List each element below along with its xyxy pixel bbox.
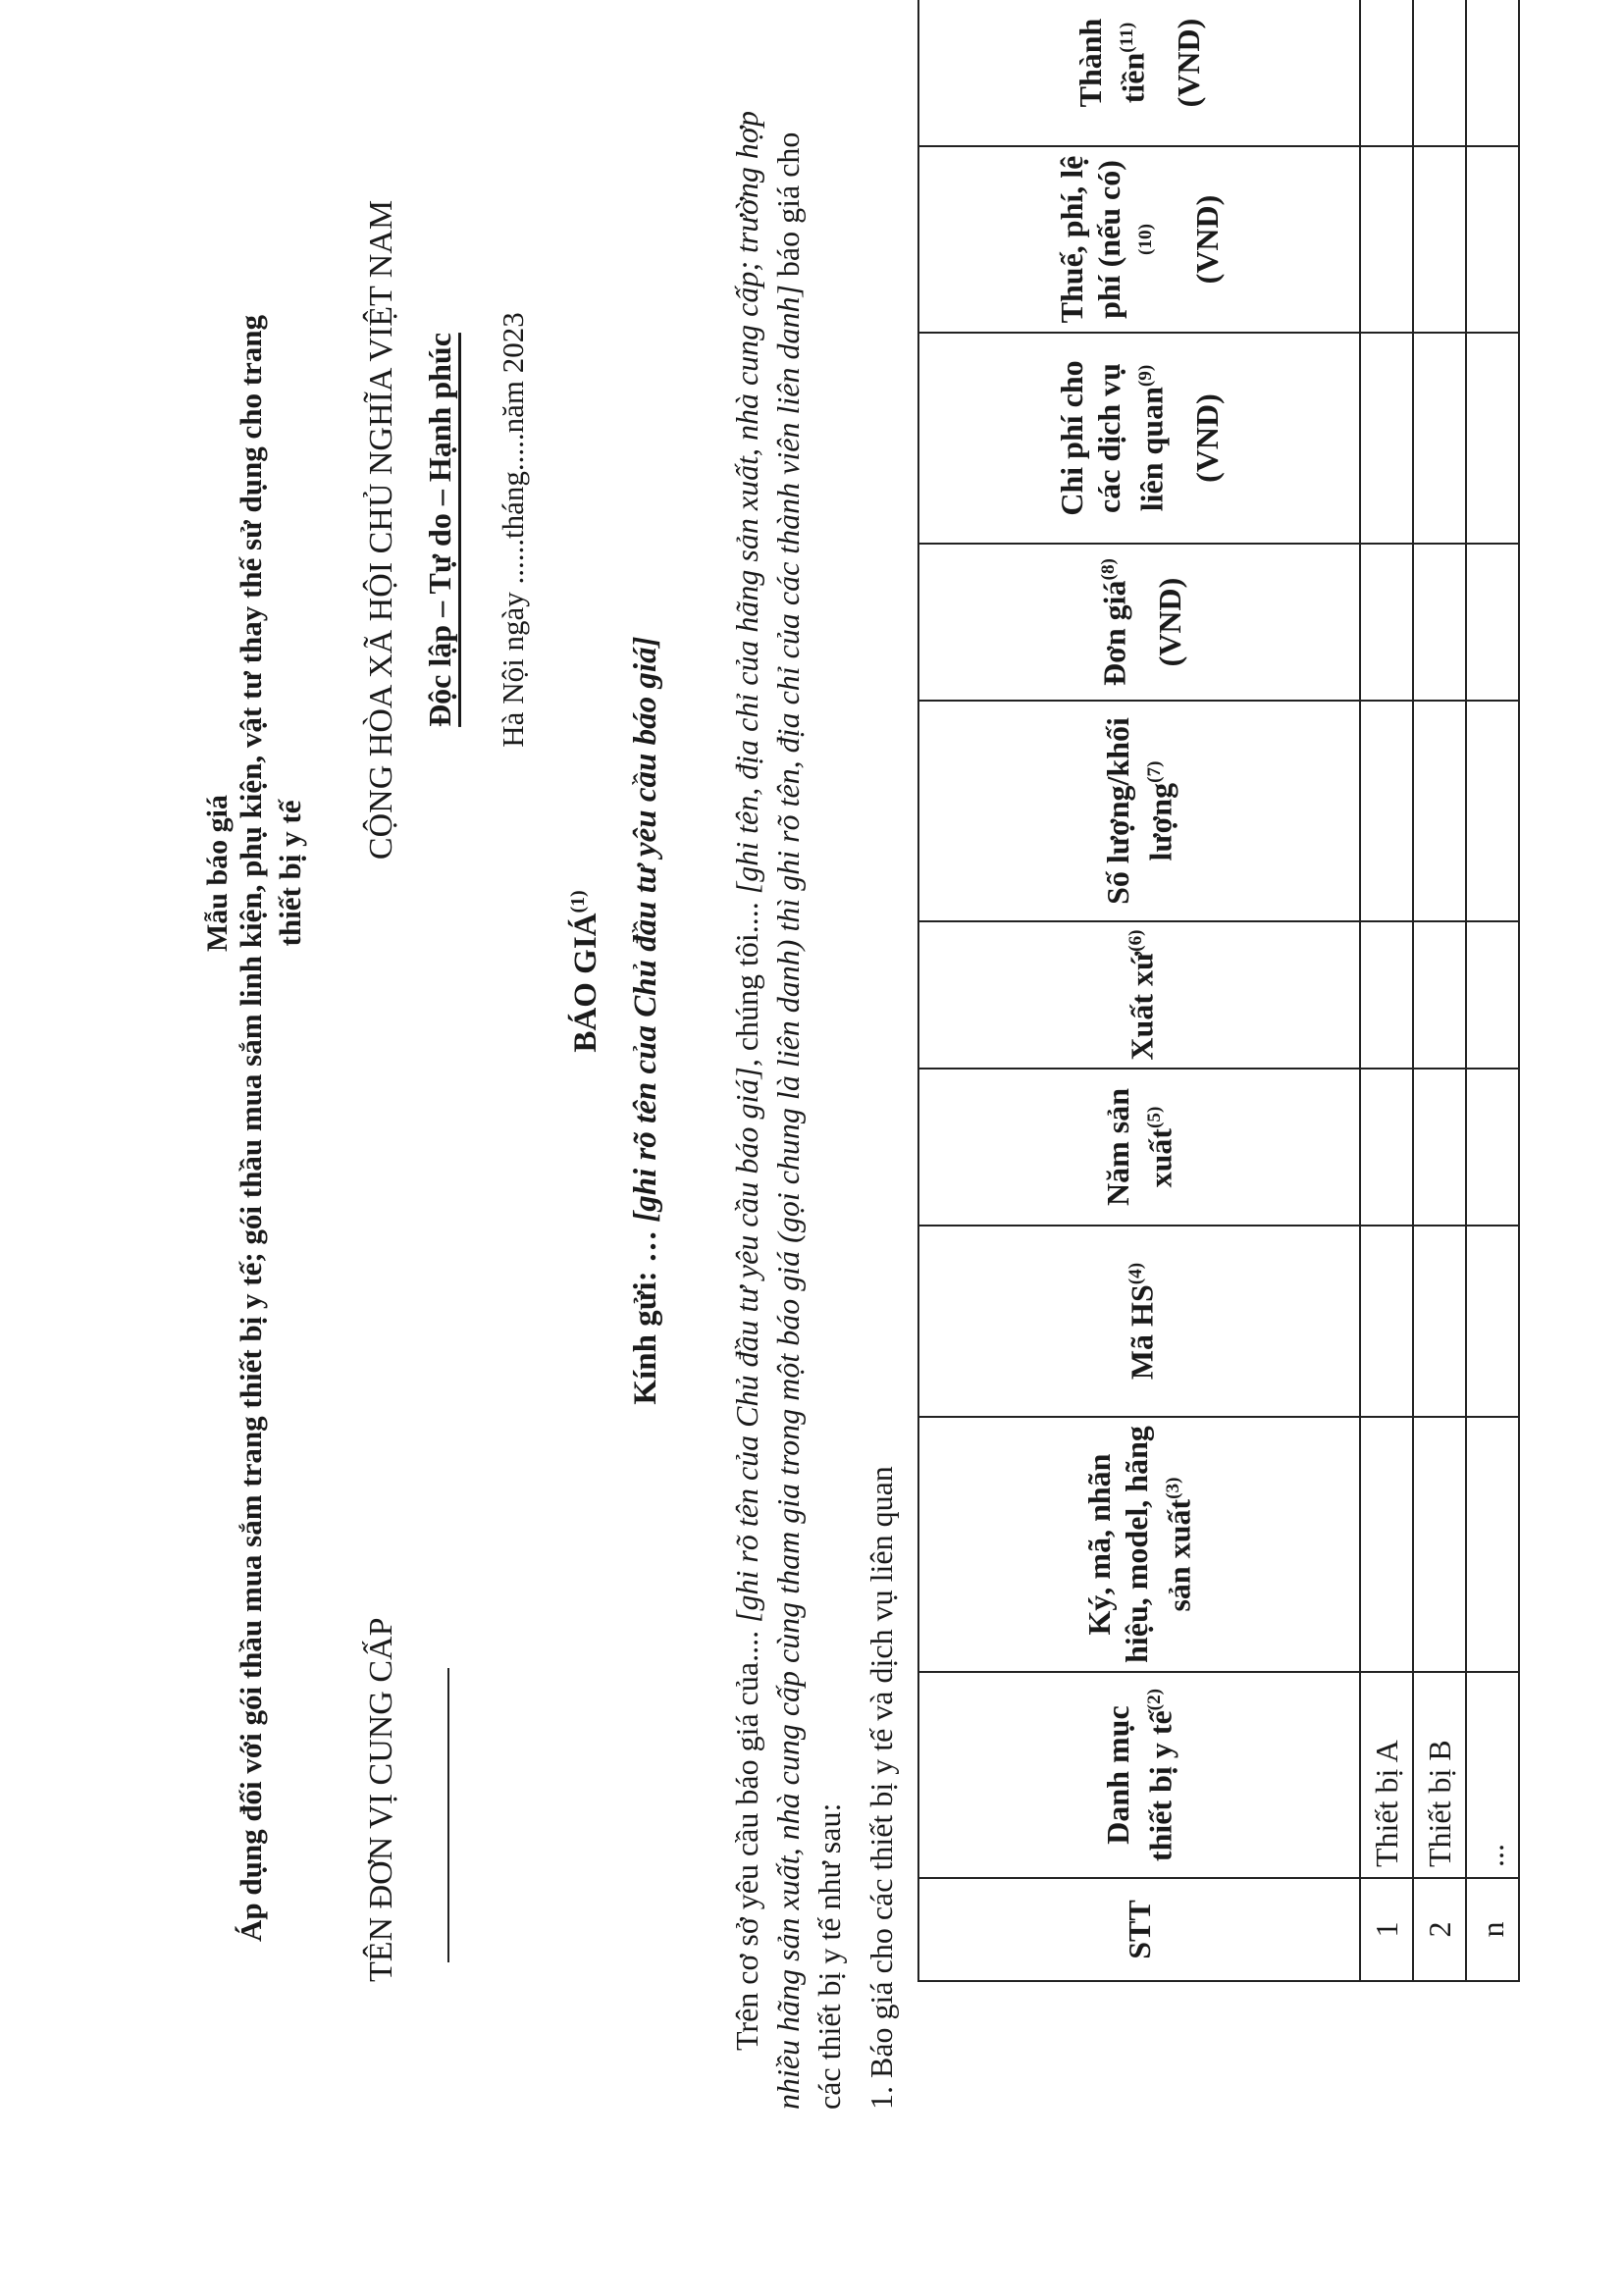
empty-cell [1360, 921, 1413, 1069]
quotation-table [917, 0, 1520, 1982]
empty-cell [1360, 333, 1413, 544]
header-cell: Danh mục thiết bị y tế$^{(2)}$ [918, 1672, 1360, 1878]
empty-cell [1413, 1069, 1466, 1226]
applies-to-line2: thiết bị y tế [273, 800, 307, 947]
greeting [628, 39, 664, 2002]
empty-cell [1360, 146, 1413, 333]
header-cell: Ký, mã, nhãn hiệu, model, hãng sản xuất$^{(3)}$ [918, 1417, 1360, 1672]
header-cell: STT [918, 1878, 1360, 1981]
empty-cell [1413, 1417, 1466, 1672]
header-cell: Chi phí cho các dịch vụ liên quan$^{(9)}$ (VND) [918, 333, 1360, 544]
applies-to-line1: Áp dụng đối với gói thầu mua sắm trang thiết bị y tế; gói thầu mua sắm linh kiện, phụ kiện, vật tư thay thế sử dụng cho trang [234, 314, 268, 1943]
empty-cell [1466, 0, 1519, 146]
header-cell: Thành tiền$^{(11)}$ (VND) [918, 0, 1360, 146]
table-header-row [918, 0, 1360, 1981]
header-cell: Thuế, phí, lệ phí (nếu có) $^{(10)}$ (VND) [918, 146, 1360, 333]
empty-cell [1413, 146, 1466, 333]
empty-cell [1413, 333, 1466, 544]
row-stt: n [1466, 1878, 1519, 1981]
header-cell: Số lượng/khối lượng$^{(7)}$ [918, 701, 1360, 921]
table-row [1466, 0, 1519, 1981]
empty-cell [1413, 921, 1466, 1069]
row-item: Thiết bị B [1413, 1672, 1466, 1878]
row-stt: 2 [1413, 1878, 1466, 1981]
national-motto: Độc lập – Tự do – Hạnh phúc [422, 333, 457, 727]
section-heading: 1. Báo giá cho các thiết bị y tế và dịch vụ liên quan [864, 1466, 899, 2110]
empty-cell [1466, 1226, 1519, 1417]
intro-text-3: báo giá cho các thiết bị y tế như sau: [770, 131, 847, 2110]
empty-cell [1413, 0, 1466, 146]
intro-italic-1: [ghi rõ tên của Chủ đầu tư yêu cầu báo giá] [729, 1067, 764, 1623]
empty-cell [1466, 701, 1519, 921]
empty-cell [1413, 701, 1466, 921]
row-stt: 1 [1360, 1878, 1413, 1981]
intro-paragraph [726, 98, 850, 2110]
empty-cell [1466, 1417, 1519, 1672]
intro-text-1: Trên cơ sở yêu cầu báo giá của.... [729, 1622, 764, 2051]
row-item: ... [1466, 1672, 1519, 1878]
empty-cell [1466, 146, 1519, 333]
header-cell: Năm sản xuất$^{(5)}$ [918, 1069, 1360, 1226]
national-title: CỘNG HÒA XÃ HỘI CHỦ NGHĨA VIỆT NAM [363, 199, 399, 861]
header-cell: Mã HS$^{(4)}$ [918, 1226, 1360, 1417]
header-cell: Xuất xứ$^{(6)}$ [918, 921, 1360, 1069]
greeting-prefix: Kính gửi: … [628, 1222, 663, 1405]
empty-cell [1413, 544, 1466, 701]
date-line: Hà Nội ngày ......tháng.....năm 2023 [496, 312, 530, 748]
empty-cell [1360, 1226, 1413, 1417]
form-name: Mẫu báo giá [201, 794, 234, 953]
empty-cell [1360, 1069, 1413, 1226]
row-item: Thiết bị A [1360, 1672, 1413, 1878]
table-row [1360, 0, 1413, 1981]
empty-cell [1466, 544, 1519, 701]
empty-cell [1466, 333, 1519, 544]
empty-cell [1360, 0, 1413, 146]
intro-italic-2: [ghi tên, địa chỉ của hãng sản xuất, nhà cung cấp; trường hợp nhiều hãng sản xuất, nhà cung cấp cùng tham gia trong một báo giá (gọi chung là liên danh) thì ghi rõ tên, địa chỉ của các thành viên liên danh] [729, 111, 806, 2110]
supplier-name: TÊN ĐƠN VỊ CUNG CẤP [363, 1617, 399, 1982]
greeting-recipient: [ghi rõ tên của Chủ đầu tư yêu cầu báo giá] [628, 636, 663, 1223]
empty-cell [1360, 701, 1413, 921]
empty-cell [1360, 1417, 1413, 1672]
empty-cell [1360, 544, 1413, 701]
title-footnote: (1) [567, 890, 589, 913]
header-cell: Đơn giá$^{(8)}$ (VND) [918, 544, 1360, 701]
empty-cell [1466, 921, 1519, 1069]
title-text: BÁO GIÁ [568, 913, 603, 1053]
table-row [1413, 0, 1466, 1981]
empty-cell [1413, 1226, 1466, 1417]
document-title [567, 235, 604, 1707]
supplier-divider [447, 1668, 449, 1962]
empty-cell [1466, 1069, 1519, 1226]
intro-text-2: , chúng tôi.... [729, 894, 764, 1068]
